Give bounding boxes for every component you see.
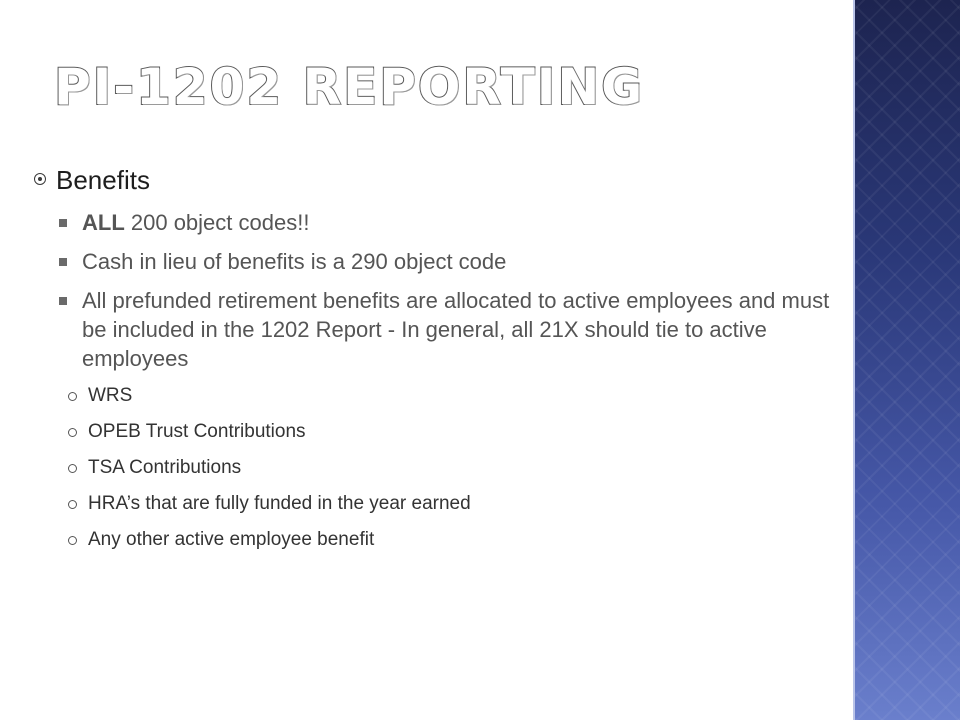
square-bullet-icon [59, 297, 67, 305]
subbullet-text: TSA Contributions [88, 457, 242, 478]
subbullet-wrs [34, 383, 844, 409]
circle-bullet-icon [68, 392, 77, 401]
subbullet-opeb [34, 419, 844, 445]
bullet-all-object-codes [34, 208, 844, 237]
circle-bullet-icon [68, 428, 77, 437]
bullet-benefits [34, 162, 844, 198]
slide-content [34, 162, 844, 563]
bullet-text: 200 object codes!! [124, 210, 310, 235]
subbullet-text: OPEB Trust Contributions [88, 421, 306, 442]
square-bullet-icon [59, 219, 67, 227]
circle-bullet-icon [68, 500, 77, 509]
circle-bullet-icon [68, 464, 77, 473]
subbullet-hra [34, 491, 844, 517]
circle-bullet-icon [68, 536, 77, 545]
square-bullet-icon [59, 258, 67, 266]
decorative-side-panel [853, 0, 960, 720]
bullet-emphasis: ALL [82, 210, 125, 235]
subbullet-text: HRA’s that are fully funded in the year earned [88, 493, 471, 514]
subbullet-tsa [34, 455, 844, 481]
bullet-prefunded-retirement [34, 286, 844, 373]
target-bullet-icon [34, 173, 46, 185]
bullet-text: Cash in lieu of benefits is a 290 object code [82, 249, 507, 274]
bullet-benefits-label: Benefits [56, 165, 150, 195]
subbullet-text: Any other active employee benefit [88, 529, 375, 550]
slide-title: PI-1202 REPORTING [54, 58, 645, 116]
bullet-text: All prefunded retirement benefits are allocated to active employees and must be included in the 1202 Report - In general, all 21X should tie to active employees [82, 288, 830, 371]
subbullet-text: WRS [88, 385, 133, 406]
subbullet-other [34, 527, 844, 553]
bullet-cash-in-lieu [34, 247, 844, 276]
